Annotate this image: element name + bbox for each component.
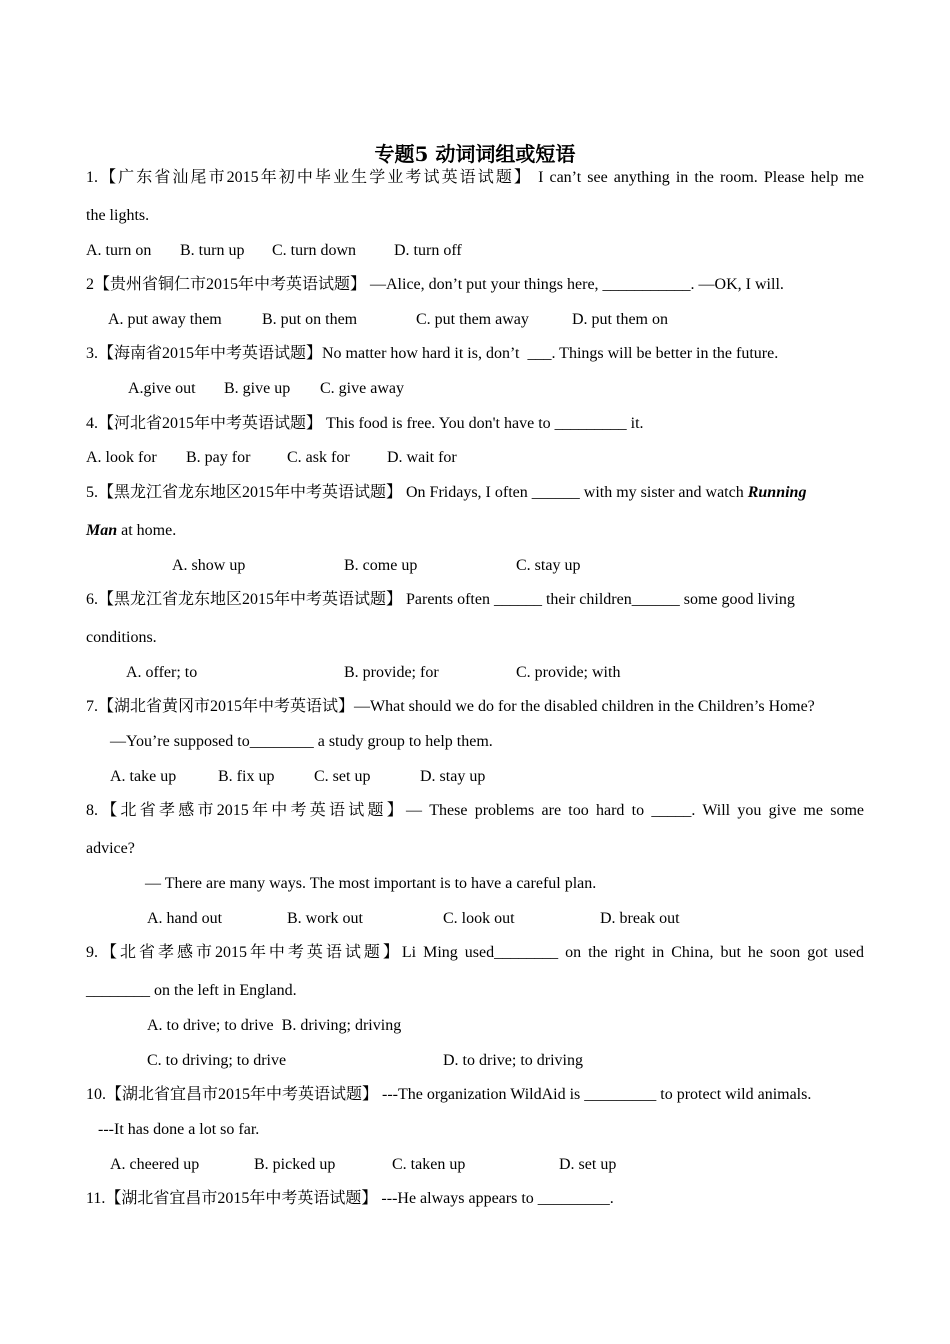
question-8-reply: — There are many ways. The most important is to have a careful plan. (145, 875, 597, 892)
q5-stem-text: 5.【黑龙江省龙东地区2015年中考英语试题】 On Fridays, I often ______ with my sister and watch (86, 484, 748, 501)
q10-option-b: B. picked up (254, 1156, 336, 1173)
question-6-stem-cont: conditions. (86, 629, 157, 646)
q8-option-c: C. look out (443, 910, 515, 927)
question-9-stem: 9.【北省孝感市2015年中考英语试题】Li Ming used________ on the right in China, but he soon got used (86, 944, 864, 961)
question-11-stem: 11.【湖北省宜昌市2015年中考英语试题】 ---He always appears to _________. (86, 1190, 614, 1207)
q2-option-d: D. put them on (572, 311, 668, 328)
q9-option-d: D. to drive; to driving (443, 1052, 583, 1069)
q5-emphasis: Running (747, 484, 807, 501)
q6-option-c: C. provide; with (516, 664, 621, 681)
q5-option-c: C. stay up (516, 557, 581, 574)
question-8-stem: 8.【北省孝感市2015年中考英语试题】— These problems are too hard to _____. Will you give me some (86, 802, 864, 819)
q9-option-ab: A. to drive; to drive B. driving; driving (147, 1017, 402, 1034)
q7-option-b: B. fix up (218, 768, 275, 785)
q7-option-d: D. stay up (420, 768, 486, 785)
question-6-stem: 6.【黑龙江省龙东地区2015年中考英语试题】 Parents often ______ their children______ some good living (86, 591, 795, 608)
question-8-stem-cont: advice? (86, 840, 135, 857)
q1-option-a: A. turn on (86, 242, 152, 259)
q2-option-b: B. put on them (262, 311, 358, 328)
q8-option-a: A. hand out (147, 910, 223, 927)
question-4-stem: 4.【河北省2015年中考英语试题】 This food is free. You don't have to _________ it. (86, 415, 644, 432)
q2-option-a: A. put away them (108, 311, 222, 328)
q4-option-d: D. wait for (387, 449, 457, 466)
q3-option-a: A.give out (128, 380, 196, 397)
q4-option-b: B. pay for (186, 449, 251, 466)
q4-option-a: A. look for (86, 449, 157, 466)
page-title: 专题5 动词词组或短语 (374, 142, 576, 166)
question-3-stem: 3.【海南省2015年中考英语试题】No matter how hard it is, don’t ___. Things will be better in the future. (86, 345, 779, 362)
q1-option-c: C. turn down (272, 242, 356, 259)
question-10-stem: 10.【湖北省宜昌市2015年中考英语试题】 ---The organization WildAid is _________ to protect wild animals. (86, 1086, 812, 1103)
question-5-stem (86, 483, 806, 503)
q3-option-c: C. give away (320, 380, 404, 397)
q10-option-a: A. cheered up (110, 1156, 200, 1173)
question-5-stem-cont (86, 521, 176, 541)
q7-option-c: C. set up (314, 768, 371, 785)
q10-option-d: D. set up (559, 1156, 617, 1173)
q5-option-b: B. come up (344, 557, 418, 574)
q3-option-b: B. give up (224, 380, 291, 397)
q4-option-c: C. ask for (287, 449, 350, 466)
q1-option-b: B. turn up (180, 242, 245, 259)
q2-option-c: C. put them away (416, 311, 529, 328)
question-10-reply: ---It has done a lot so far. (98, 1121, 260, 1138)
q8-option-b: B. work out (287, 910, 363, 927)
question-1-stem-cont: the lights. (86, 207, 150, 224)
question-1-stem: 1.【广东省汕尾市2015年初中毕业生学业考试英语试题】 I can’t see anything in the room. Please help me (86, 169, 864, 186)
q9-option-c: C. to driving; to drive (147, 1052, 287, 1069)
question-9-stem-cont: ________ on the left in England. (86, 982, 297, 999)
q5-emphasis-cont: Man (86, 522, 118, 539)
question-7-reply: —You’re supposed to________ a study group to help them. (110, 733, 493, 750)
q10-option-c: C. taken up (392, 1156, 466, 1173)
question-2-stem: 2【贵州省铜仁市2015年中考英语试题】 —Alice, don’t put your things here, ___________. —OK, I will. (86, 276, 784, 293)
q5-option-a: A. show up (172, 557, 246, 574)
q8-option-d: D. break out (600, 910, 680, 927)
q6-option-a: A. offer; to (126, 664, 198, 681)
q1-option-d: D. turn off (394, 242, 462, 259)
q5-stem-text-cont: at home. (117, 522, 177, 539)
question-7-stem: 7.【湖北省黄冈市2015年中考英语试】—What should we do for the disabled children in the Children’s Home? (86, 698, 815, 715)
q6-option-b: B. provide; for (344, 664, 439, 681)
q7-option-a: A. take up (110, 768, 177, 785)
